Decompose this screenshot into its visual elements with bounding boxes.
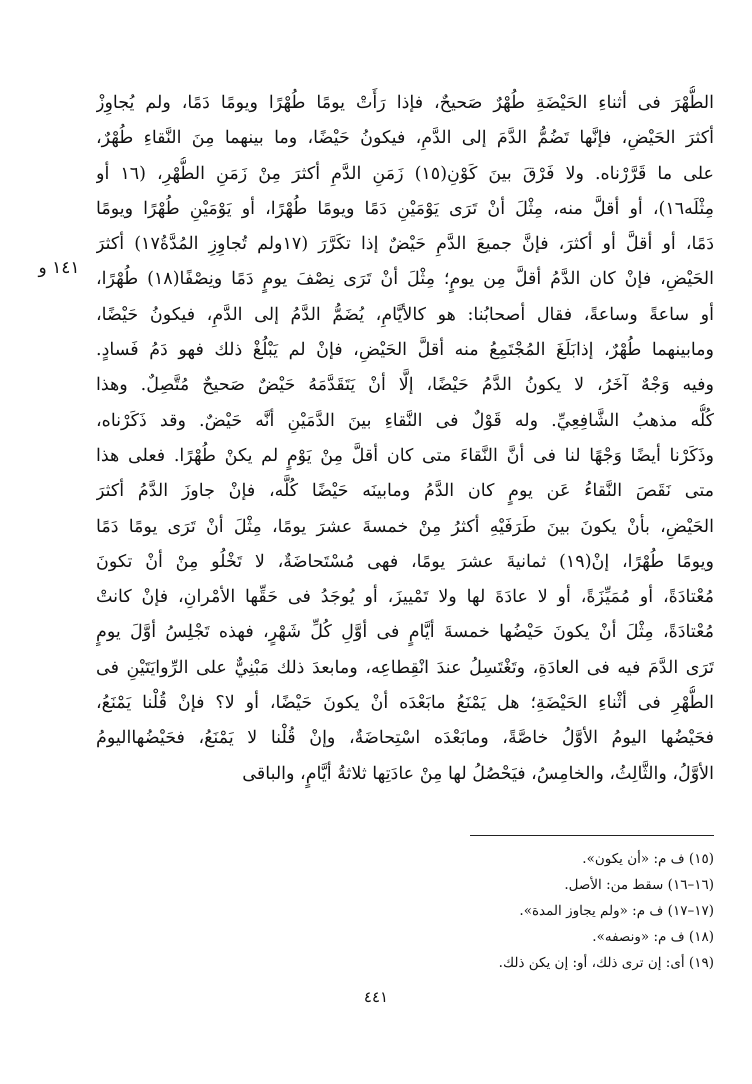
footnote: (١٦–١٦) سقط من: الأصل. (564, 877, 714, 893)
footnotes (360, 846, 714, 976)
text-line: وذَكَرْنا أيضًا وَجْهًا لنا فى أنَّ النَّقاءَ متى كان أقلَّ مِنْ يَوْمٍ لم يكنْ طُهْرًا. فعلى هذا (96, 445, 714, 466)
text-line: الحَيْضِ، بأنْ يكونَ بينَ طَرَفَيْهِ أكثرُ مِنْ خمسةَ عشرَ يومًا، مِثْلَ أنْ تَرَى يومًا دَمًا (96, 516, 714, 537)
text-line: الطُّهْرِ فى أثْناءِ الحَيْضَةِ؛ هل يَمْنَعُ مابَعْدَه أنْ يكونَ حَيْضًا، أو لا؟ فإنْ قُلْنا يَمْنَعُ، (96, 693, 714, 714)
text-line: مِثْلَه١٦)، أو أقلَّ منه، مِثْلَ أنْ تَرَى يَوْمَيْنِ دَمًا ويومًا طُهْرًا، أو يَوْمَيْنِ طُهْرًا ويومًا (96, 198, 714, 219)
footnote: (١٩) أى: إن ترى ذلك، أو: إن يكن ذلك. (498, 955, 714, 971)
text-line: ومابينهما طُهْرٌ، إذابَلَغَ المُجْتَمِعُ منه أقلَّ الحَيْضِ، فإنْ لم يَبْلُغْ ذلك فهو دَمُ فَسادٍ. (96, 340, 714, 361)
footnote-separator (470, 835, 714, 836)
footnote: (١٨) ف م: «ونصفه». (592, 929, 714, 945)
text-line: الأوَّلُ، والثَّالِثُ، والخامِسُ، فيَحْصُلُ لها مِنْ عادَتِها ثلاثةُ أيَّامٍ، والباقى (242, 763, 714, 784)
text-line: الحَيْضِ، فإنْ كان الدَّمُ أقلَّ مِن يومٍ؛ مِثْلَ أنْ تَرَى نِصْفَ يومٍ دَمًا ونِصْفًا(١٨) طُهْرًا، (96, 269, 714, 290)
text-line: مُعْتادَةً، مِثْلَ أنْ يكونَ حَيْضُها خمسةَ أيَّامٍ فى أوَّلِ كُلِّ شَهْرٍ، فهذه تَجْلِسُ أوَّلَ يومٍ (96, 622, 714, 643)
text-line: على ما قَرَّرْناه. ولا فَرْقَ بينَ كَوْنِ(١٥) زَمَنِ الدَّمِ أكثرَ مِنْ زَمَنِ الطُّهْرِ، (١٦ أو (96, 163, 714, 184)
text-line: فحَيْضُها اليومُ الأوَّلُ خاصَّةً، ومابَعْدَه اسْتِحاضَةٌ، وإنْ قُلْنا لا يَمْنَعُ، فحَيْضُهااليومُ (96, 728, 714, 749)
text-line: أكثرَ الحَيْضِ، فإنَّها تَضُمُّ الدَّمَ إلى الدَّمِ، فيكونُ حَيْضًا، وما بينهما مِنَ النَّقاءِ طُهْرٌ، (96, 128, 714, 149)
text-line: ويومًا طُهْرًا، إنْ(١٩) ثمانيةَ عشرَ يومًا، فهى مُسْتَحاضَةٌ، لا تَخْلُو مِنْ أنْ تكونَ (96, 551, 714, 572)
manuscript-folio-note: ١٤١ و (38, 258, 80, 278)
text-line: مُعْتادَةً، أو مُمَيِّزَةً، أو لا عادَةَ لها ولا تَمْييزَ، أو يُوجَدُ فى حَقِّها الأمْرانِ، فإنْ كانتْ (96, 587, 714, 608)
text-line: متى نَقَصَ النَّقاءُ عَن يومٍ كان الدَّمُ ومابينَه حَيْضًا كُلَّه، فإنْ جاوزَ الدَّمُ أكثرَ (96, 481, 714, 502)
text-line: تَرَى الدَّمَ فيه فى العادَةِ، وتَغْتَسِلُ عندَ انْقِطاعِه، ومابعدَ ذلك مَبْنِيٌّ على الرِّوايَتَيْنِ فى (96, 657, 714, 678)
text-line: دَمًا، أو أقلَّ أو أكثرَ، فإنَّ جميعَ الدَّمِ حَيْضٌ إذا تكَرَّرَ (١٧ولم تُجاوِزِ المُدَّةُ١٧) أكثرَ (96, 234, 714, 255)
page-number: ٤٤١ (363, 988, 389, 1006)
footnote: (١٥) ف م: «أن يكون». (582, 851, 714, 867)
text-line: وفيه وَجْهٌ آخَرُ، لا يكونُ الدَّمُ حَيْضًا، إلَّا أنْ يَتَقَدَّمَهُ حَيْضٌ صَحيحٌ مُتَّصِلٌ. وهذا (96, 375, 714, 396)
text-line: أو ساعةً وساعةً، فقال أصحابُنا: هو كالأيَّامِ، يُضَمُّ الدَّمُ إلى الدَّمِ، فيكونُ حَيْضًا، (96, 304, 714, 325)
footnote: (١٧–١٧) ف م: «ولم يجاوز المدة». (519, 903, 714, 919)
main-text-block (96, 86, 714, 792)
text-line: كُلُّه مذهبُ الشَّافِعِيِّ. وله قَوْلٌ فى النَّقاءِ بينَ الدَّمَيْنِ أنَّه حَيْضٌ. وقد ذَكَرْناه، (96, 410, 714, 431)
text-line: الطُّهْرَ فى أثناءِ الحَيْضَةِ طُهْرٌ صَحيحٌ، فإذا رَأَتْ يومًا طُهْرًا ويومًا دَمًا، ولم يُجاوِزْ (96, 93, 714, 113)
